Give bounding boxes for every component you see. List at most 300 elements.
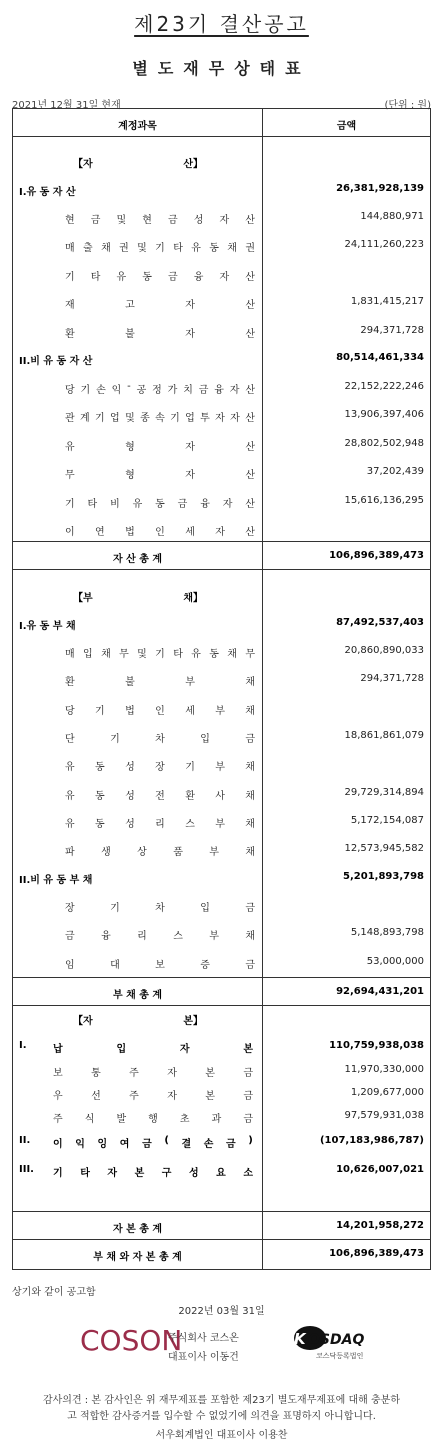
amount-value: 5,201,893,798	[343, 871, 424, 882]
label-char: 융	[193, 271, 204, 283]
announcement-title: 제23기 결산공고	[134, 12, 309, 36]
roman-numeral	[13, 1135, 43, 1155]
account-label: II.비 유 동 부 채	[19, 875, 93, 886]
table-row	[13, 438, 430, 458]
row-divider	[13, 1239, 430, 1240]
account-label: 부 채 총 계	[112, 990, 163, 1001]
account-label: 부 채 와 자 본 총 계	[93, 1252, 182, 1263]
label-char: 산	[245, 498, 255, 510]
label-char: 금	[243, 1068, 253, 1079]
table-row	[13, 296, 430, 316]
table-row	[13, 730, 430, 750]
label-char: 유	[65, 790, 75, 802]
account-label	[65, 899, 255, 914]
account-label	[65, 466, 255, 481]
label-char: 산	[245, 271, 255, 283]
account-label: I.유 동 자 산	[19, 187, 76, 198]
statement-title: 별도재무상태표	[132, 59, 311, 78]
label-char: 무	[119, 649, 129, 660]
label-char: 속	[155, 413, 165, 425]
label-char: 스	[185, 818, 195, 830]
label-char: 보	[155, 959, 165, 971]
label-char: 통	[91, 1068, 101, 1079]
table-row	[13, 409, 430, 429]
amount-value: 11,970,330,000	[344, 1064, 424, 1075]
label-char: 법	[125, 527, 135, 538]
label-char: 성	[125, 762, 135, 774]
label-char: 동	[142, 271, 152, 283]
table-row	[13, 466, 430, 486]
amount-value: 18,861,861,079	[344, 729, 424, 741]
account-label	[65, 296, 255, 311]
amount-value: 22,152,222,246	[344, 381, 424, 392]
label-char: 권	[119, 243, 129, 255]
label-char: 성	[125, 790, 135, 802]
equity-row	[13, 1164, 430, 1184]
label-char: 관	[65, 413, 75, 425]
account-label	[65, 927, 255, 942]
equity-row	[13, 1110, 430, 1130]
label-char: 동	[95, 762, 105, 774]
label-char: 본	[205, 1091, 215, 1102]
label-char: 채	[245, 705, 255, 717]
equity-row	[13, 1040, 430, 1060]
label-char: 주	[129, 1068, 139, 1079]
amount-value: 10,626,007,021	[336, 1164, 424, 1175]
table-row	[13, 495, 430, 515]
amount-value: 5,148,893,798	[350, 927, 424, 939]
label-char: 및	[125, 413, 135, 425]
table-row	[13, 927, 430, 947]
label-char: 동	[209, 243, 219, 255]
label-char: 초	[179, 1114, 190, 1125]
amount-value: 110,759,938,038	[329, 1040, 424, 1051]
label-char: 결	[181, 1139, 192, 1150]
table-row	[13, 211, 430, 231]
label-char: 현	[142, 215, 152, 226]
label-char: 식	[84, 1114, 95, 1125]
kosdaq-logo	[290, 1322, 380, 1362]
label-char: 비	[110, 498, 120, 510]
amount-value: 1,831,415,217	[350, 296, 424, 308]
label-char: 동	[209, 649, 219, 660]
label-char: 융	[214, 385, 224, 396]
label-char: 입	[200, 903, 210, 914]
label-char: 장	[155, 762, 165, 774]
table-row	[13, 268, 430, 288]
label-char: 고	[125, 300, 135, 312]
label-char: 손	[96, 385, 106, 396]
label-char: 입	[83, 649, 93, 660]
label-char: 산	[245, 328, 255, 340]
label-char: 전	[155, 790, 165, 802]
company-name: 주식회사 코스온	[168, 1333, 239, 1344]
balance-sheet-table	[12, 108, 431, 1270]
label-char: 투	[200, 413, 210, 425]
label-char: 재	[65, 300, 75, 312]
label-char: 산	[245, 300, 255, 312]
account-label	[65, 409, 255, 424]
amount-value: 5,172,154,087	[350, 814, 424, 826]
table-row	[13, 899, 430, 919]
roman-numeral	[13, 1040, 43, 1060]
table-row	[13, 673, 430, 693]
label-char: 채	[245, 847, 255, 859]
label-char: 스	[173, 931, 183, 943]
section-heading	[13, 589, 430, 609]
account-label	[65, 268, 255, 283]
label-char: 산	[245, 215, 255, 226]
label-char: 형	[125, 470, 135, 482]
row-divider	[13, 977, 430, 978]
label-char: 금	[245, 959, 255, 971]
subtotal-row	[13, 617, 430, 637]
label-char: 금	[226, 1139, 236, 1150]
table-row	[13, 645, 430, 665]
subtotal-row	[13, 352, 430, 372]
table-row	[13, 702, 430, 722]
label-char: 유	[65, 762, 75, 774]
label-char: 무	[65, 470, 75, 482]
row-divider	[13, 1211, 430, 1212]
label-char: 기	[155, 649, 165, 660]
amount-value: 15,616,136,295	[344, 494, 424, 506]
amount-value: 29,729,314,894	[344, 786, 424, 798]
label-char: 기	[185, 762, 195, 774]
amount-value: 24,111,260,223	[344, 239, 424, 251]
label-char: 채	[245, 790, 255, 802]
label-char: 주	[53, 1114, 63, 1125]
amount-value: 53,000,000	[366, 955, 424, 967]
label-char: 납	[53, 1044, 63, 1055]
amount-value: 12,573,945,582	[344, 843, 424, 855]
amount-value: 87,492,537,403	[336, 617, 424, 628]
account-label	[65, 787, 255, 802]
account-label	[53, 1040, 253, 1055]
label-char: 성	[188, 1168, 199, 1179]
label-char: 이	[53, 1139, 63, 1150]
label-char: 무	[245, 649, 255, 660]
label-char: 기	[95, 413, 105, 425]
table-row	[13, 325, 430, 345]
label-char: 자	[185, 328, 195, 340]
account-label	[65, 758, 255, 773]
grand-total-row	[13, 1248, 430, 1268]
label-char: 부	[215, 762, 225, 774]
amount-value: 106,896,389,473	[329, 550, 424, 561]
table-row	[13, 523, 430, 543]
total-row	[13, 550, 430, 570]
heading-part: 【부	[73, 593, 93, 604]
total-row	[13, 1220, 430, 1240]
amount-value: (107,183,986,787)	[319, 1135, 424, 1146]
label-char: 부	[209, 931, 219, 943]
label-char: 기	[110, 733, 120, 745]
label-char: 융	[101, 931, 111, 943]
label-char: 산	[245, 527, 255, 538]
label-char: 자	[185, 300, 195, 312]
label-char: 채	[227, 649, 237, 660]
account-label	[65, 325, 255, 340]
equity-row	[13, 1087, 430, 1107]
equity-row	[13, 1064, 430, 1084]
ceo-name: 대표이사 이동건	[168, 1352, 239, 1363]
account-label	[53, 1164, 253, 1179]
label-char: 및	[137, 243, 147, 255]
label-char: 이	[65, 527, 75, 538]
label-char: 산	[245, 385, 255, 396]
label-char: 자	[222, 498, 233, 510]
label-char: 본	[243, 1044, 253, 1055]
amount-value: 106,896,389,473	[329, 1248, 424, 1259]
label-char: 금	[90, 215, 101, 226]
label-char: 손	[203, 1139, 214, 1150]
table-row	[13, 787, 430, 807]
label-char: 당	[65, 705, 75, 717]
label-char: 자	[215, 413, 225, 425]
amount-value: 294,371,728	[360, 324, 424, 336]
label-char: 가	[167, 385, 178, 396]
amount-value: 28,802,502,948	[344, 437, 424, 449]
label-char: 유	[116, 271, 127, 283]
label-char: 자	[215, 527, 225, 538]
label-char: 유	[65, 818, 75, 830]
label-char: 타	[173, 243, 183, 255]
label-char: 매	[65, 243, 75, 255]
label-char: 보	[53, 1068, 63, 1079]
label-char: 치	[183, 385, 193, 396]
label-char: 동	[155, 498, 165, 510]
subtotal-row	[13, 871, 430, 891]
label-char: 차	[155, 903, 165, 914]
label-char: 유	[132, 498, 143, 510]
heading-part: 산】	[183, 159, 203, 170]
label-char: 금	[245, 903, 255, 914]
label-char: 자	[219, 215, 230, 226]
label-char: 금	[65, 931, 75, 943]
account-label	[65, 239, 255, 254]
total-row	[13, 986, 430, 1006]
label-char: 인	[155, 705, 165, 717]
amount-value: 14,201,958,272	[336, 1220, 424, 1231]
coson-logo: COSON	[80, 1324, 183, 1357]
label-char: 부	[215, 705, 225, 717]
label-char: 자	[179, 1044, 190, 1055]
label-char: 채	[245, 818, 255, 830]
label-char: 업	[185, 413, 195, 425]
label-char: 단	[65, 733, 75, 745]
label-char: 채	[245, 762, 255, 774]
row-divider	[13, 1005, 430, 1006]
label-char: 기	[155, 243, 165, 255]
label-char: 환	[185, 790, 195, 802]
section-heading	[13, 1012, 430, 1032]
amount-value: 20,860,890,033	[344, 645, 424, 656]
label-char: 소	[243, 1168, 253, 1179]
roman-numeral-text: I.	[19, 1040, 27, 1051]
label-char: 기	[110, 903, 120, 914]
label-char: 계	[80, 413, 90, 425]
label-char: 구	[161, 1168, 172, 1179]
label-char: 상	[137, 847, 147, 859]
label-char: 대	[110, 959, 120, 971]
amount-value: 144,880,971	[360, 211, 424, 222]
heading-part: 【자	[73, 1016, 93, 1027]
label-char: 자	[167, 1091, 177, 1102]
label-char: 여	[119, 1139, 130, 1150]
label-char: 익	[75, 1139, 85, 1150]
label-char: 법	[125, 705, 135, 717]
account-label	[65, 438, 255, 453]
label-char: 기	[95, 705, 105, 717]
roman-numeral	[13, 1164, 43, 1184]
label-char: 기	[65, 271, 75, 283]
label-char: 정	[152, 385, 162, 396]
auditor-name: 서우회계법인 대표이사 이용찬	[155, 1430, 288, 1441]
label-char: 타	[90, 271, 101, 283]
amount-value: 13,906,397,406	[344, 409, 424, 421]
account-label	[65, 211, 255, 226]
label-char: 발	[116, 1114, 127, 1125]
label-char: 종	[140, 413, 150, 425]
label-char: 우	[53, 1091, 63, 1102]
account-label	[53, 1064, 253, 1079]
currency-unit: (단위 : 원)	[384, 100, 431, 111]
label-char: 성	[193, 215, 204, 226]
label-char: 과	[211, 1114, 222, 1125]
label-char: 입	[116, 1044, 127, 1055]
table-row	[13, 381, 430, 401]
label-char: 산	[245, 441, 255, 453]
label-char: 연	[95, 527, 105, 538]
label-char: 당	[65, 385, 75, 396]
table-row	[13, 843, 430, 863]
label-char: 산	[245, 470, 255, 482]
account-label	[65, 702, 255, 717]
label-char: 기	[65, 498, 75, 510]
audit-opinion-line2: 고 적합한 감사증거를 입수할 수 없었기에 의견을 표명하지 아니합니다.	[67, 1411, 376, 1422]
amount-value: 1,209,677,000	[350, 1087, 424, 1098]
label-char: 자	[230, 413, 240, 425]
label-char: 기	[80, 385, 91, 396]
label-char: 인	[155, 527, 165, 538]
label-char: 금	[168, 271, 178, 283]
label-char: 유	[191, 649, 201, 660]
table-row	[13, 239, 430, 259]
label-char: 임	[65, 959, 75, 971]
heading-part: 채】	[183, 593, 203, 604]
label-char: -	[127, 381, 131, 392]
label-char: 자	[185, 441, 195, 453]
label-char: 현	[65, 215, 75, 226]
amount-value: 26,381,928,139	[336, 183, 424, 194]
label-char: 채	[227, 243, 237, 255]
label-char: 타	[80, 1168, 90, 1179]
notice-date: 2022년 03월 31일	[178, 1306, 265, 1317]
label-char: 불	[125, 328, 135, 340]
label-char: 입	[200, 733, 210, 745]
label-char: 증	[200, 959, 210, 971]
label-char: 동	[95, 790, 105, 802]
label-char: 리	[155, 818, 165, 830]
label-char: 자	[219, 271, 230, 283]
label-char: 채	[101, 243, 111, 255]
label-char: 동	[95, 818, 105, 830]
amount-value: 37,202,439	[366, 466, 424, 478]
table-row	[13, 815, 430, 835]
account-label	[65, 956, 255, 971]
row-divider	[13, 541, 430, 542]
account-label: 자 본 총 계	[112, 1224, 163, 1235]
account-label	[65, 843, 255, 858]
label-char: 및	[116, 215, 127, 226]
table-row	[13, 956, 430, 976]
header-amount: 금액	[336, 121, 357, 132]
label-char: 유	[65, 441, 75, 453]
label-char: 세	[185, 705, 195, 717]
account-label	[65, 523, 255, 538]
label-char: 금	[245, 733, 255, 745]
label-char: 금	[198, 385, 209, 396]
label-char: 요	[216, 1168, 226, 1179]
label-char: 타	[87, 498, 98, 510]
label-char: )	[248, 1135, 253, 1146]
label-char: 차	[155, 733, 165, 745]
label-char: 사	[215, 790, 225, 802]
label-char: 본	[134, 1168, 145, 1179]
amount-value: 294,371,728	[360, 673, 424, 685]
label-char: 유	[191, 243, 201, 255]
label-char: 금	[168, 215, 178, 226]
label-char: 불	[125, 677, 135, 689]
account-label	[53, 1110, 253, 1125]
kosdaq-sub: 코스닥등록법인	[316, 1352, 364, 1360]
subtotal-row	[13, 183, 430, 203]
label-char: 환	[65, 328, 75, 340]
label-char: 자	[167, 1068, 177, 1079]
label-char: 장	[65, 903, 75, 914]
heading-part: 【자	[73, 159, 93, 170]
label-char: 부	[215, 818, 225, 830]
account-label	[65, 495, 255, 510]
roman-numeral-text: III.	[19, 1164, 34, 1175]
equity-row	[13, 1135, 430, 1155]
label-char: 세	[185, 527, 195, 538]
label-char: 타	[173, 649, 183, 660]
label-char: 매	[65, 649, 75, 660]
label-char: 익	[111, 385, 122, 396]
label-char: 부	[185, 677, 195, 689]
label-char: 부	[209, 847, 219, 859]
label-char: 환	[65, 677, 75, 689]
notice-text: 상기와 같이 공고함	[12, 1287, 96, 1298]
label-char: 채	[101, 649, 111, 660]
label-char: 금	[243, 1114, 253, 1125]
label-char: (	[164, 1135, 169, 1146]
label-char: 공	[136, 385, 147, 396]
header-rule	[13, 136, 430, 137]
label-char: 본	[205, 1068, 215, 1079]
label-char: 기	[170, 413, 180, 425]
label-char: 기	[53, 1168, 63, 1179]
label-char: 금	[142, 1139, 152, 1150]
label-char: 품	[173, 847, 183, 859]
label-char: 금	[243, 1091, 253, 1102]
account-label: 자 산 총 계	[112, 554, 163, 565]
amount-value: 97,579,931,038	[344, 1110, 424, 1121]
amount-value: 80,514,461,334	[336, 352, 424, 363]
kosdaq-k: K	[294, 1330, 306, 1348]
